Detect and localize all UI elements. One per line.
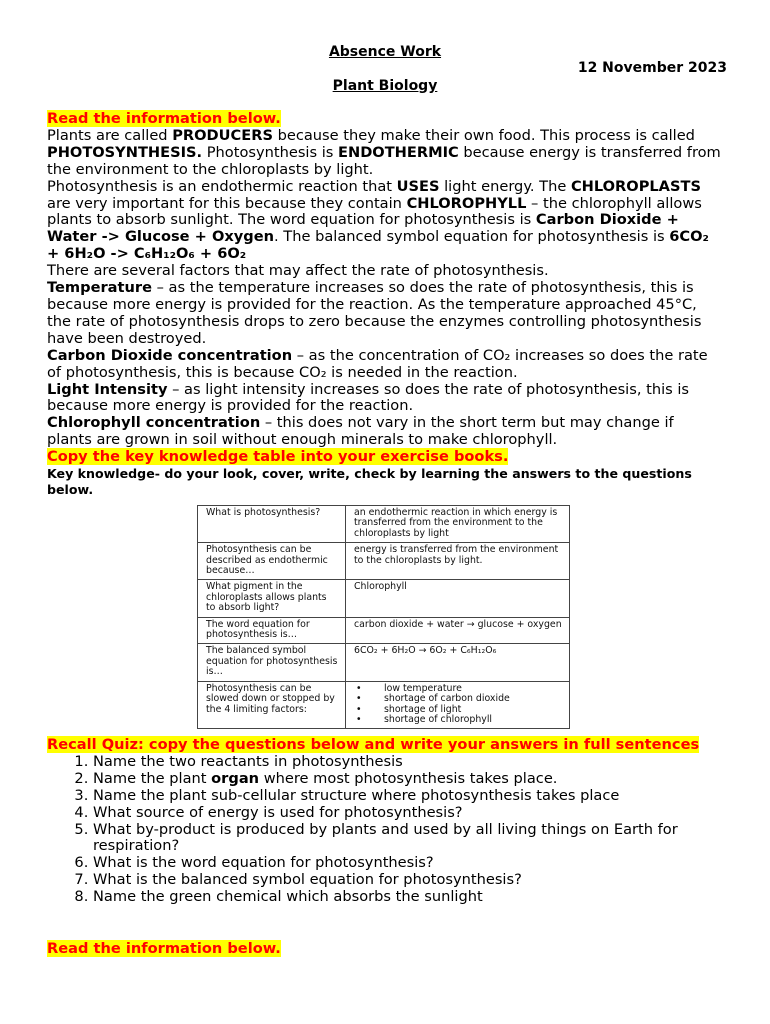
quiz-question-list [47,754,723,906]
factor-term: Carbon Dioxide concentration [47,346,293,364]
quiz-question: 1. Name the two reactants in photosynthesis [93,754,723,771]
table-question: What pigment in the chloroplasts allows plants to absorb light? [198,580,346,617]
limiting-factors-list [354,684,562,726]
table-row [198,543,570,580]
table-answer: Chlorophyll [346,580,570,617]
copy-table-heading: Copy the key knowledge table into your exercise books. [47,448,509,466]
factor-temperature [47,280,723,348]
table-row [198,681,570,729]
table-question: Photosynthesis can be slowed down or stopped by the 4 limiting factors: [198,681,346,729]
document-date: 12 November 2023 [577,60,727,76]
factor-carbon-dioxide [47,348,723,382]
text: – the chlorophyll allows plants to absorb sunlight. The word equation for photosynthesis is [47,194,702,229]
recall-quiz-heading: Recall Quiz: copy the questions below and write your answers in full sentences [47,736,700,753]
key-knowledge-note: Key knowledge- do your look, cover, write, check by learning the answers to the questions below. [47,466,692,498]
read-instruction-heading: Read the information below. [47,110,281,127]
factor-text: – this does not vary in the short term but may change if plants are grown in soil without enough minerals to make chlorophyll. [47,414,674,449]
text: light energy. The [439,177,571,195]
quiz-question: 3. Name the plant sub-cellular structure where photosynthesis takes place [93,788,723,805]
table-question: The word equation for photosynthesis is… [198,617,346,644]
term-producers: PRODUCERS [172,126,273,144]
quiz-question: 5. What by-product is produced by plants and used by all living things on Earth for respiration? [93,822,723,856]
quiz-question: 7. What is the balanced symbol equation for photosynthesis? [93,872,723,889]
word-equation: Carbon Dioxide + Water -> Glucose + Oxygen [47,211,679,246]
table-question: The balanced symbol equation for photosynthesis is… [198,644,346,681]
table-row [198,580,570,617]
text: Photosynthesis is [202,143,339,161]
text: where most photosynthesis takes place. [259,769,558,787]
text: Photosynthesis is an endothermic reaction that [47,177,397,195]
text: . The balanced symbol equation for photosynthesis is [274,228,670,246]
list-item: • shortage of carbon dioxide [354,694,562,704]
factor-text: – as the temperature increases so does the rate of photosynthesis, this is because more energy is provided for the reaction. As the temperature approached 45°C, the rate of photosynthesis drops to zero because the enzymes controlling photosynthesis have been destroyed. [47,279,702,347]
table-row [198,506,570,543]
information-section [47,111,723,498]
quiz-question [93,771,723,788]
quiz-question: 8. Name the green chemical which absorbs the sunlight [93,889,723,906]
text: are very important for this because they contain [47,194,407,212]
factor-term: Light Intensity [47,380,168,398]
list-item: • shortage of chlorophyll [354,715,562,725]
term-uses: USES [396,177,440,195]
term-chlorophyll: CHLOROPHYLL [406,194,527,212]
table-answer [346,681,570,729]
term-organ: organ [211,769,260,787]
factor-chlorophyll [47,415,723,449]
table-answer: energy is transferred from the environment to the chloroplasts by light. [346,543,570,580]
recall-quiz-section [47,737,723,906]
key-knowledge-table [197,505,570,729]
document-title: Absence Work [328,44,442,60]
text: Name the plant [93,769,212,787]
table-answer: an endothermic reaction in which energy is transferred from the environment to the chloroplasts by light [346,506,570,543]
term-chloroplasts: CHLOROPLASTS [570,177,701,195]
paragraph-factors-intro: There are several factors that may affect the rate of photosynthesis. [47,262,549,280]
list-item: • low temperature [354,684,562,694]
term-photosynthesis: PHOTOSYNTHESIS. [47,143,203,161]
quiz-question: 6. What is the word equation for photosynthesis? [93,855,723,872]
term-endothermic: ENDOTHERMIC [338,143,459,161]
table-question: Photosynthesis can be described as endothermic because… [198,543,346,580]
factor-text: – as light intensity increases so does the rate of photosynthesis, this is because more energy is provided for the reaction. [47,380,690,415]
factor-term: Chlorophyll concentration [47,414,261,432]
closing-section [47,941,281,958]
list-item: • shortage of light [354,705,562,715]
factor-text: – as the concentration of CO₂ increases so does the rate of photosynthesis, this is because CO₂ is needed in the reaction. [47,346,708,381]
table-answer: 6CO₂ + 6H₂O → 6O₂ + C₆H₁₂O₆ [346,644,570,681]
paragraph-producers [47,128,723,179]
symbol-equation: 6CO₂ + 6H₂O -> C₆H₁₂O₆ + 6O₂ [47,228,709,263]
table-answer: carbon dioxide + water → glucose + oxygen [346,617,570,644]
read-instruction-heading-2: Read the information below. [47,940,281,957]
text: because they make their own food. This process is called [272,126,695,144]
factor-light-intensity [47,382,723,416]
paragraph-chloroplasts [47,179,723,264]
document-subtitle: Plant Biology [332,78,438,94]
table-row [198,617,570,644]
text: Plants are called [47,126,173,144]
table-row [198,644,570,681]
text: because energy is transferred from the environment to the chloroplasts by light. [47,143,721,178]
factor-term: Temperature [47,279,152,297]
table-question: What is photosynthesis? [198,506,346,543]
quiz-question: 4. What source of energy is used for photosynthesis? [93,805,723,822]
